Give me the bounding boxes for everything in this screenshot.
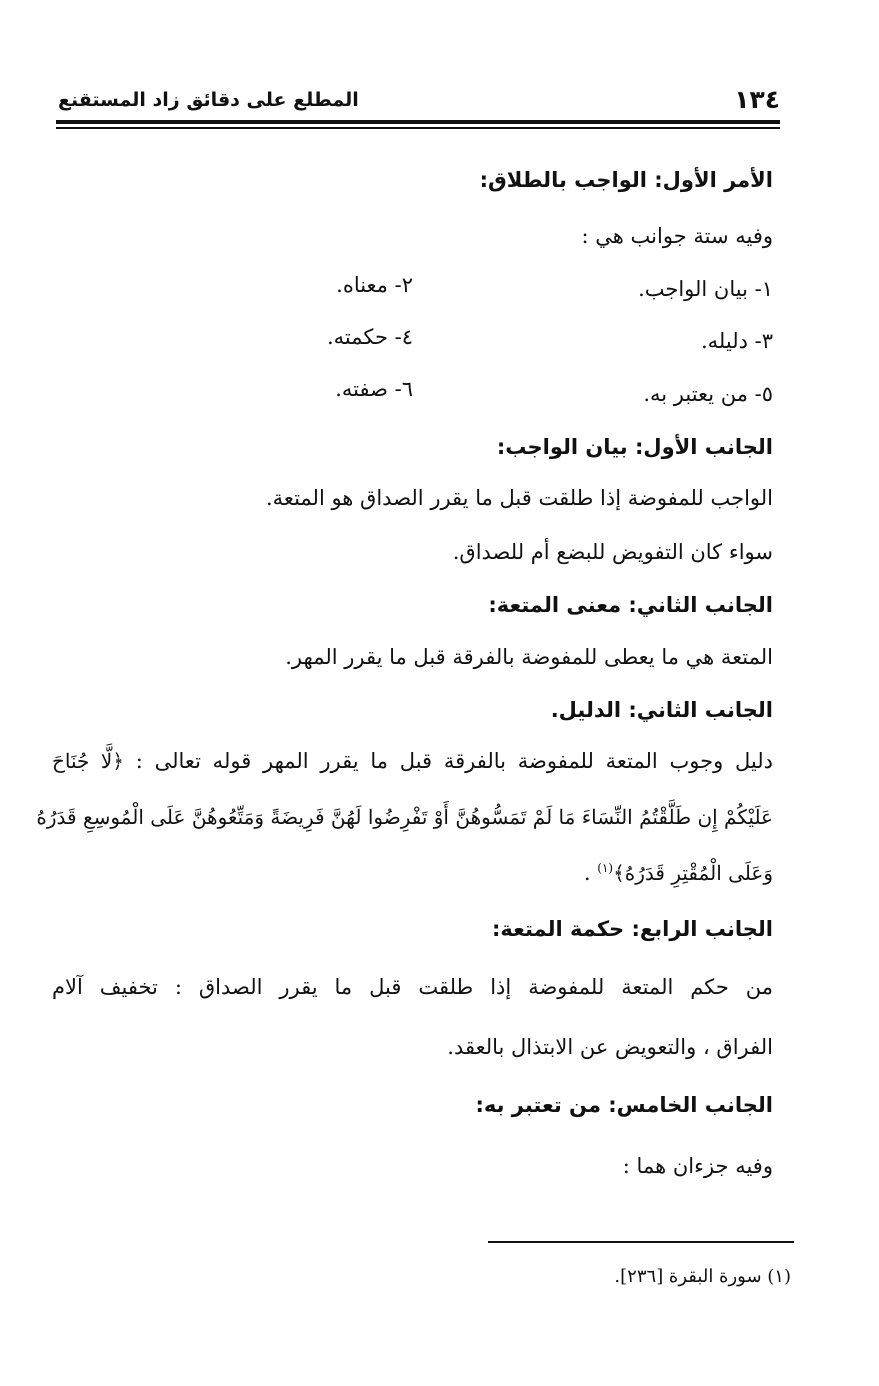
paragraph: سواء كان التفويض للبضع أم للصداق.	[452, 540, 773, 564]
quran-verse-end: وَعَلَى الْمُقْتِرِ قَدَرُهُ﴾	[613, 861, 773, 885]
page-number: ١٣٤	[734, 85, 780, 114]
paragraph: وفيه جزءان هما :	[622, 1154, 773, 1178]
aspect-item: ٢- معناه.	[336, 273, 413, 297]
running-header	[58, 84, 780, 120]
aspect-item: ٣- دليله.	[700, 329, 773, 353]
subsection-heading: الجانب الأول: بيان الواجب:	[496, 435, 773, 459]
footnote-separator	[488, 1241, 794, 1243]
subsection-heading: الجانب الثاني: الدليل.	[550, 698, 773, 722]
book-title: المطلع على دقائق زاد المستقنع	[58, 89, 359, 111]
subsection-heading: الجانب الثاني: معنى المتعة:	[488, 593, 773, 617]
paragraph: المتعة هي ما يعطى للمفوضة بالفرقة قبل ما يقرر المهر.	[285, 645, 773, 669]
aspect-item: ٤- حكمته.	[326, 325, 413, 349]
paragraph-evidence-line	[52, 744, 773, 778]
subsection-heading: الجانب الرابع: حكمة المتعة:	[491, 917, 773, 941]
footnote-reference: (١)	[597, 861, 614, 875]
aspect-item: ٥- من يعتبر به.	[643, 382, 773, 406]
sentence-end: .	[583, 861, 591, 885]
paragraph-line: من حكم المتعة للمفوضة إذا طلقت قبل ما يقرر الصداق : تخفيف آلام	[52, 975, 773, 999]
paragraph-line: الفراق ، والتعويض عن الابتذال بالعقد.	[447, 1035, 773, 1059]
aspects-intro: وفيه ستة جوانب هي :	[581, 224, 773, 248]
section-heading-first-matter: الأمر الأول: الواجب بالطلاق:	[479, 168, 773, 192]
quran-verse-line: عَلَيْكُمْ إِن طَلَّقْتُمُ النِّسَاءَ مَا لَمْ تَمَسُّوهُنَّ أَوْ تَفْرِضُوا لَهُنَّ فَرِيضَةً وَمَتِّعُوهُنَّ عَلَى الْمُوسِعِ قَدَرُهُ	[36, 805, 773, 829]
header-rule-thin	[56, 127, 780, 129]
paragraph: الواجب للمفوضة إذا طلقت قبل ما يقرر الصداق هو المتعة.	[266, 486, 773, 510]
subsection-heading: الجانب الخامس: من تعتبر به:	[475, 1093, 773, 1117]
evidence-text: دليل وجوب المتعة للمفوضة بالفرقة قبل ما يقرر المهر قوله تعالى :	[135, 749, 773, 773]
quran-verse-start: ﴿لَّا جُنَاحَ	[52, 749, 124, 773]
header-rule-thick	[56, 120, 780, 124]
quran-verse-end-line	[584, 856, 773, 890]
footnote: (١) سورة البقرة [٢٣٦].	[614, 1266, 791, 1287]
aspect-item: ٦- صفته.	[335, 377, 413, 401]
aspect-item: ١- بيان الواجب.	[638, 277, 773, 301]
